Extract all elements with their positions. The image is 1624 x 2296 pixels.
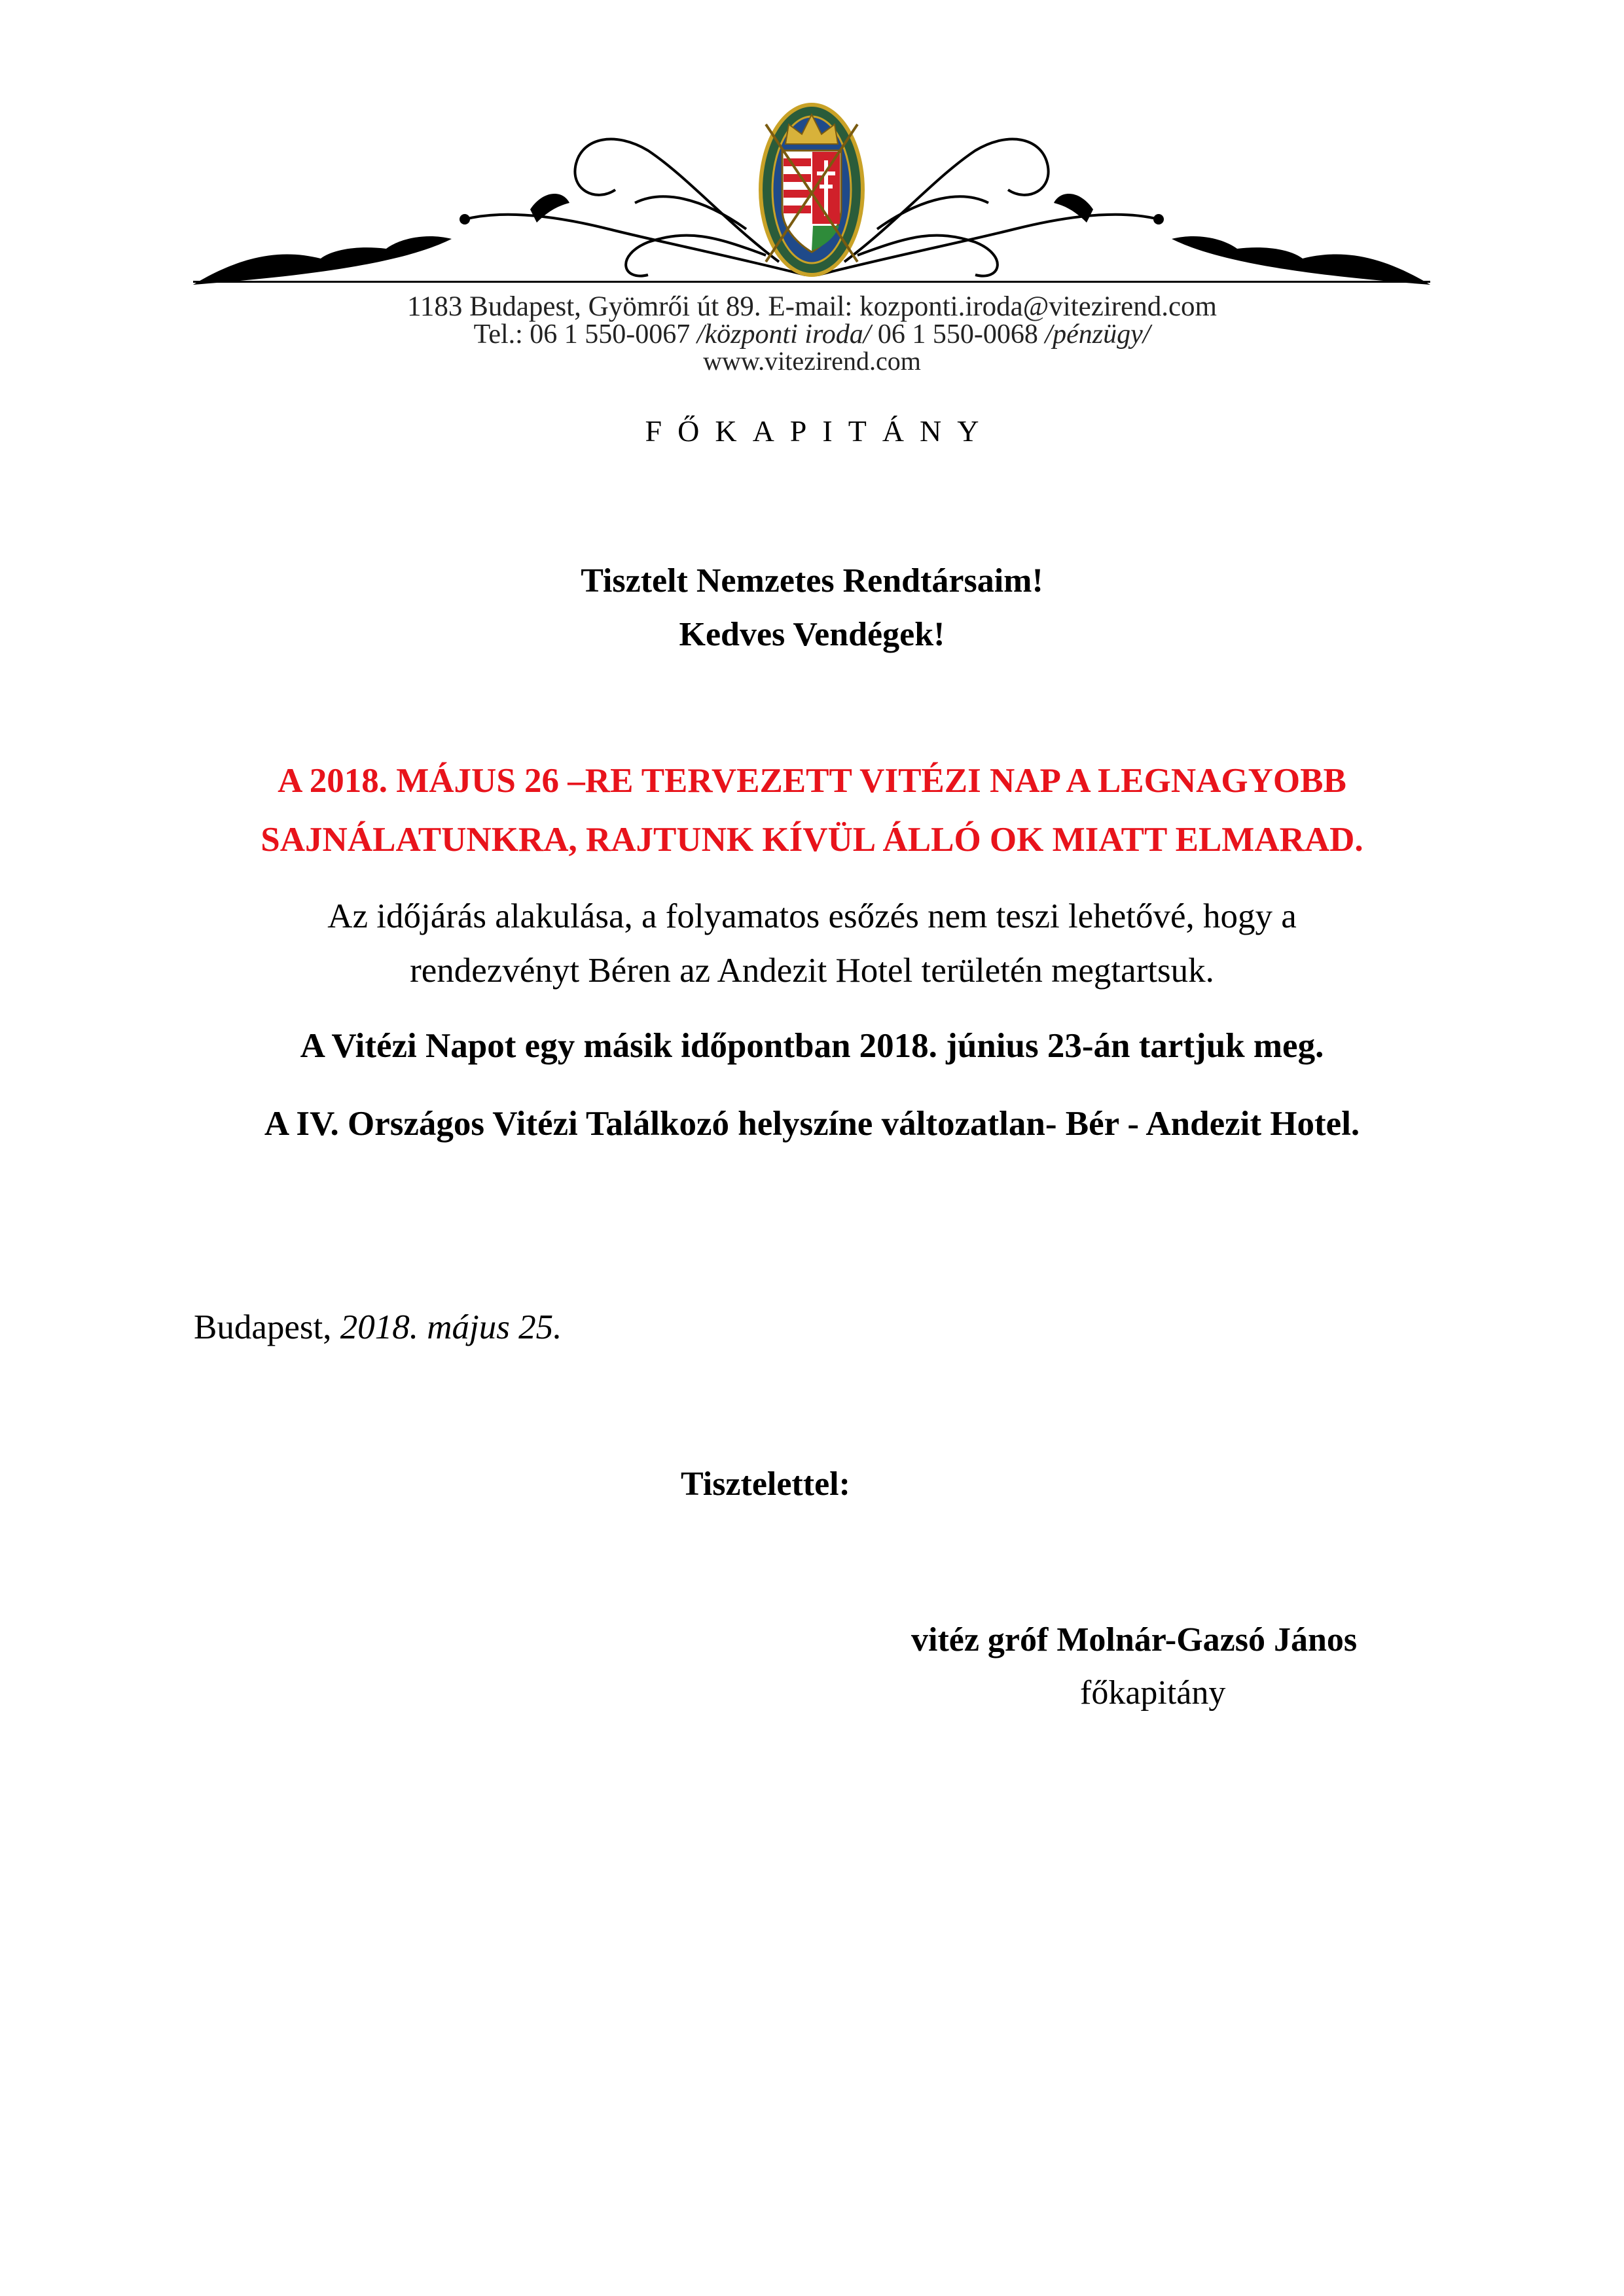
phone-office: Tel.: 06 1 550-0067 [473,319,697,350]
rank-title: FŐKAPITÁNY [645,414,995,448]
phone-finance: 06 1 550-0068 [871,319,1045,350]
header-rule [193,281,1430,283]
phone-finance-label: /pénzügy/ [1045,319,1151,350]
cancellation-notice-line-1: A 2018. MÁJUS 26 –RE TERVEZETT VITÉZI NAP A LEGNAGYOBB [278,762,1346,800]
dateline-place: Budapest, [194,1308,340,1346]
coat-of-arms-icon [190,98,1434,295]
signer-name: vitéz gróf Molnár-Gazsó János [911,1621,1358,1659]
phone-office-label: /központi iroda/ [696,319,871,350]
greeting-line-1: Tisztelt Nemzetes Rendtársaim! [581,562,1043,600]
greeting-line-2: Kedves Vendégek! [679,616,945,653]
contact-website: www.vitezirend.com [703,346,921,376]
signer-title: főkapitány [1080,1674,1226,1712]
closing-salutation: Tisztelettel: [681,1465,850,1503]
dateline-date: 2018. május 25. [340,1308,562,1346]
venue-statement: A IV. Országos Vitézi Találkozó helyszíne változatlan- Bér - Andezit Hotel. [264,1105,1360,1143]
dateline [194,1308,562,1347]
body-text-line-2: rendezvényt Béren az Andezit Hotel területén megtartsuk. [410,952,1214,990]
cancellation-notice-line-2: SAJNÁLATUNKRA, RAJTUNK KÍVÜL ÁLLÓ OK MIATT ELMARAD. [261,821,1363,859]
new-date-statement: A Vitézi Napot egy másik időpontban 2018. június 23-án tartjuk meg. [300,1027,1324,1065]
body-text-line-1: Az időjárás alakulása, a folyamatos esőzés nem teszi lehetővé, hogy a [327,897,1297,935]
contact-phones [0,320,1624,349]
contact-address-email: 1183 Budapest, Gyömrői út 89. E-mail: kozponti.iroda@vitezirend.com [407,291,1217,322]
